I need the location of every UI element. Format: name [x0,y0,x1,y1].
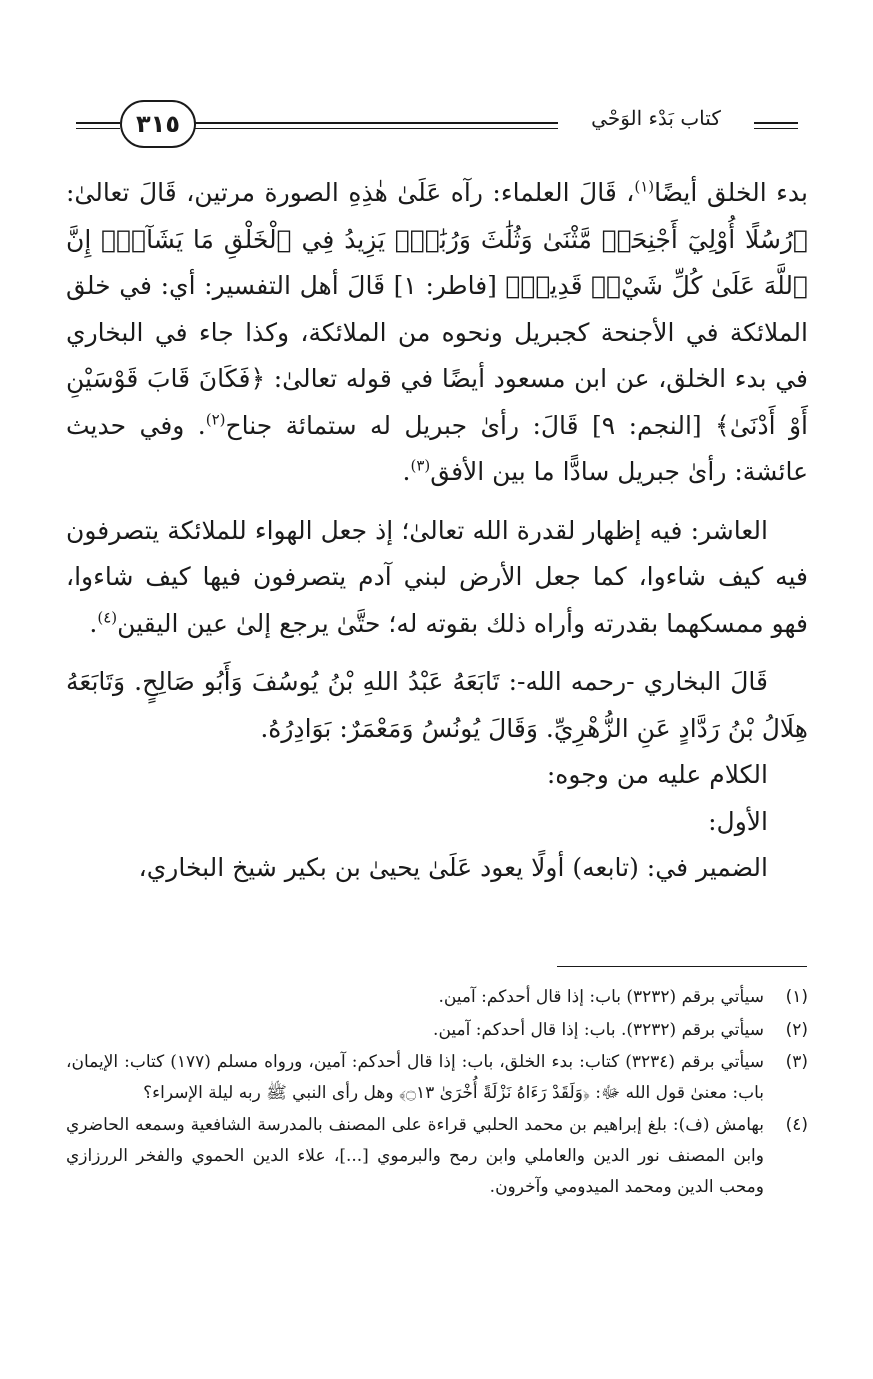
footnote [66,1047,808,1108]
header-rule [754,128,798,129]
main-text [66,170,808,892]
text-run: . [402,457,411,486]
footnote-ref: (٣) [410,456,431,475]
paragraph: الضمير في: (تابعه) أولًا يعود عَلَىٰ يحيىٰ بن بكير شيخ البخاري، [138,853,768,882]
footnote-number: (٢) [785,1019,808,1040]
footnote [66,1015,808,1046]
footnote [66,1110,808,1202]
footnote-ref: (١) [634,177,655,196]
footnote-text: بهامش (ف): بلغ إبراهيم بن محمد الحلبي قراءة على المصنف بالمدرسة الشافعية وسمعه الحاضري وابن المصنف نور الدين والعاملي وابن رمح والبرموي [...]، علاء الدين الحموي والفخر الررزازي ومحب الدين ومحمد الميدومي وآخرون. [66,1115,764,1197]
text-run: بدء الخلق أيضًا [654,178,808,207]
text-run: العاشر: فيه إظهار لقدرة الله تعالىٰ؛ إذ جعل الهواء للملائكة يتصرفون فيه كيف شاءوا، كما جعل الأرض لبني آدم يتصرفون فيها كيف شاءوا، فهو ممسكهما بقدرته وأراه ذلك بقوته له؛ حتَّىٰ يرجع إلىٰ عين اليقين [66,515,808,638]
footnote-number: (٣) [785,1052,808,1073]
paragraph: قَالَ البخاري -رحمه الله-: تَابَعَهُ عَبْدُ اللهِ بْنُ يُوسُفَ وَأَبُو صَالِحٍ. وَتَابَعَهُ هِلَالُ بْنُ رَدَّادٍ عَنِ الزُّهْرِيِّ. وَقَالَ يُونُسُ وَمَعْمَرٌ: بَوَادِرُهُ. [66,667,808,743]
running-header [68,96,798,152]
page-number: ٣١٥ [120,100,196,148]
footnote [66,982,808,1013]
book-title: كتاب بَدْء الوَحْي [591,106,721,130]
paragraph: الأول: [708,806,768,836]
text-run: . [89,608,98,638]
footnote-text: سيأتي برقم (٣٢٣٢) باب: إذا قال أحدكم: آمين. [438,987,764,1007]
text-run: . وفي حديث عائشة: رأىٰ جبريل سادًّا ما بين الأفق [66,410,808,486]
header-rule [190,128,558,129]
footnote-number: (٤) [785,1115,808,1136]
footnotes [66,982,808,1204]
footnote-separator [557,966,807,967]
header-rule [190,122,558,124]
paragraph: الكلام عليه من وجوه: [546,760,768,789]
footnote-number: (١) [785,987,808,1007]
text-run: ، قَالَ العلماء: رآه عَلَىٰ هٰذِهِ الصورة مرتين، قَالَ تعالىٰ: ﴿رُسُلًا أُوْلِيٓ أَجْنِحَةٖ مَّثْنَىٰ وَثُلَٰثَ وَرُبَٰعَۚ يَزِيدُ فِي ٱلْخَلْقِ مَا يَشَآءُۚ إِنَّ ٱللَّهَ عَلَىٰ كُلِّ شَيْءٖ قَدِيرٞ﴾ [فاطر: ١] قَالَ أهل التفسير: أي: في خلق الملائكة في الأجنحة كجبريل ونحوه من الملائكة، وكذا جاء في البخاري في بدء الخلق، عن ابن مسعود أيضًا في قوله تعالىٰ: ﴿فَكَانَ قَابَ قَوْسَيْنِ أَوْ أَدْنَىٰ﴾ [النجم: ٩] قَالَ: رأىٰ جبريل له ستمائة جناح [66,178,808,440]
header-rule [76,122,120,124]
header-rule [76,128,120,129]
paragraph [66,170,808,496]
header-rule [754,122,798,124]
paragraph [66,508,808,648]
footnote-text: سيأتي برقم (٣٢٣٤) كتاب: بدء الخلق، باب: إذا قال أحدكم: آمين، ورواه مسلم (١٧٧) كتاب: الإيمان، باب: معنىٰ قول الله ﷻ: ﴿وَلَقَدْ رَءَاهُ نَزْلَةً أُخْرَىٰ ۝١٣﴾ وهل رأى النبي ﷺ ربه ليلة الإسراء؟ [66,1052,765,1103]
footnote-text: سيأتي برقم (٣٢٣٢). باب: إذا قال أحدكم: آمين. [433,1019,764,1040]
footnote-ref: (٤) [97,608,118,627]
footnote-ref: (٢) [205,410,226,429]
